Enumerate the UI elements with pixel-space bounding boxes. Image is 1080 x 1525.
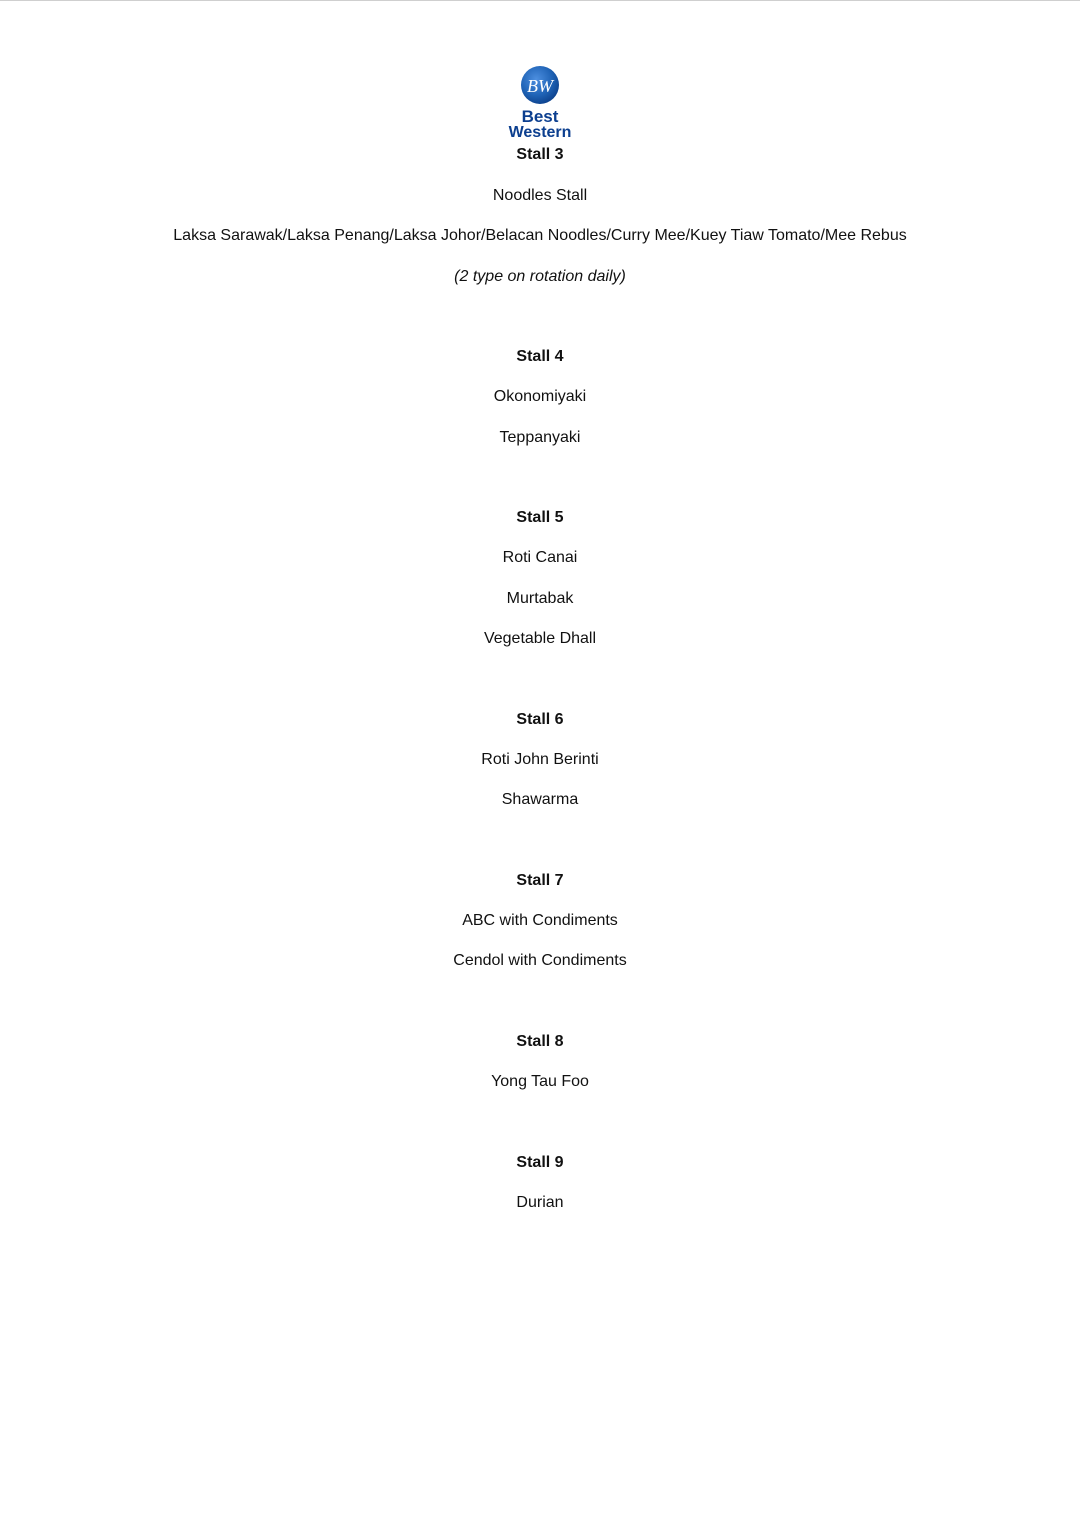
logo-monogram: BW	[527, 76, 553, 96]
stall-8-heading: Stall 8	[516, 1033, 564, 1050]
logo-wordmark-line1: Best	[521, 107, 559, 126]
stall-4-heading: Stall 4	[516, 348, 564, 365]
stall-7-item: Cendol with Condiments	[453, 952, 627, 969]
stall-5-item: Roti Canai	[502, 549, 578, 566]
logo-wordmark-line2: Western	[508, 124, 572, 140]
page-top-border	[0, 0, 1080, 1]
stall-9-heading: Stall 9	[516, 1154, 564, 1171]
stall-8-item: Yong Tau Foo	[491, 1073, 589, 1090]
stall-3-item: Noodles Stall	[492, 187, 588, 204]
stall-9-item: Durian	[516, 1194, 564, 1211]
stall-3-item: Laksa Sarawak/Laksa Penang/Laksa Johor/Belacan Noodles/Curry Mee/Kuey Tiaw Tomato/Mee Rebus	[173, 227, 907, 244]
stall-5-item: Vegetable Dhall	[483, 630, 597, 647]
stall-6-item: Shawarma	[501, 791, 579, 808]
stall-6-item: Roti John Berinti	[481, 751, 599, 768]
stall-5-heading: Stall 5	[516, 509, 564, 526]
stall-4-item: Okonomiyaki	[493, 388, 587, 405]
best-western-logo	[502, 66, 578, 140]
stall-7-item: ABC with Condiments	[462, 912, 618, 929]
stall-3-heading: Stall 3	[516, 146, 564, 163]
stall-3-note: (2 type on rotation daily)	[454, 268, 626, 285]
stall-5-item: Murtabak	[506, 590, 574, 607]
stall-7-heading: Stall 7	[516, 872, 564, 889]
stall-4-item: Teppanyaki	[499, 429, 581, 446]
stall-6-heading: Stall 6	[516, 711, 564, 728]
